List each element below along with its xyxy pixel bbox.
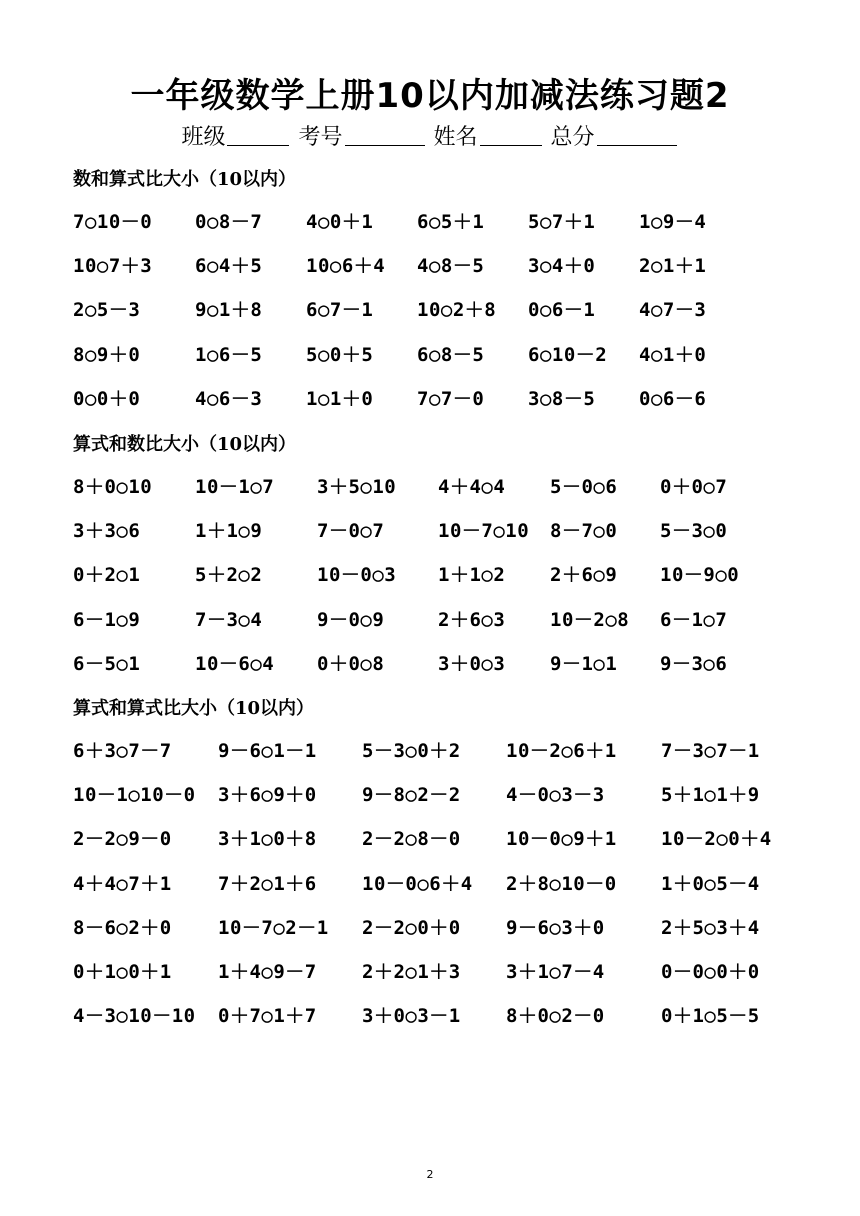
comparison-exercise: 4○8－5 — [417, 255, 485, 277]
name-blank — [480, 125, 542, 146]
comparison-exercise: 10－7○10 — [438, 520, 530, 542]
page-number: 2 — [426, 1168, 434, 1181]
exam-no-label: 考号 — [298, 125, 343, 150]
comparison-exercise: 8＋0○2－0 — [506, 1005, 605, 1027]
comparison-exercise: 7○10－0 — [73, 211, 153, 233]
comparison-exercise: 0○6－6 — [639, 388, 707, 410]
comparison-exercise: 1＋1○9 — [195, 520, 263, 542]
comparison-exercise: 10－9○0 — [660, 564, 740, 586]
comparison-exercise: 5＋1○1＋9 — [661, 784, 760, 806]
comparison-exercise: 6○4＋5 — [195, 255, 263, 277]
comparison-exercise: 8－6○2＋0 — [73, 917, 172, 939]
section-heading: 算式和数比大小（10以内） — [73, 434, 297, 455]
comparison-exercise: 9○1＋8 — [195, 299, 263, 321]
comparison-exercise: 0＋0○8 — [317, 653, 385, 675]
comparison-exercise: 6＋3○7－7 — [73, 740, 172, 762]
student-info-line — [0, 120, 860, 151]
comparison-exercise: 9－6○3＋0 — [506, 917, 605, 939]
comparison-exercise: 3＋5○10 — [317, 476, 397, 498]
page-title: 一年级数学上册10以内加减法练习题2 — [130, 76, 730, 116]
comparison-exercise: 3○4＋0 — [528, 255, 596, 277]
comparison-exercise: 5－3○0＋2 — [362, 740, 461, 762]
comparison-exercise: 10－2○0＋4 — [661, 828, 772, 850]
comparison-exercise: 3＋1○0＋8 — [218, 828, 317, 850]
comparison-exercise: 2－2○9－0 — [73, 828, 172, 850]
comparison-exercise: 10－2○8 — [550, 609, 630, 631]
comparison-exercise: 4○1＋0 — [639, 344, 707, 366]
comparison-exercise: 7－3○4 — [195, 609, 263, 631]
comparison-exercise: 8－7○0 — [550, 520, 618, 542]
comparison-exercise: 3＋6○9＋0 — [218, 784, 317, 806]
comparison-exercise: 10○6＋4 — [306, 255, 386, 277]
comparison-exercise: 0＋7○1＋7 — [218, 1005, 317, 1027]
comparison-exercise: 10－7○2－1 — [218, 917, 329, 939]
comparison-exercise: 4－0○3－3 — [506, 784, 605, 806]
comparison-exercise: 7○7－0 — [417, 388, 485, 410]
comparison-exercise: 10－1○10－0 — [73, 784, 196, 806]
section-heading: 数和算式比大小（10以内） — [73, 169, 297, 190]
comparison-exercise: 7－0○7 — [317, 520, 385, 542]
comparison-exercise: 4＋4○7＋1 — [73, 873, 172, 895]
comparison-exercise: 7＋2○1＋6 — [218, 873, 317, 895]
comparison-exercise: 5－0○6 — [550, 476, 618, 498]
comparison-exercise: 6○5＋1 — [417, 211, 485, 233]
comparison-exercise: 6－1○9 — [73, 609, 141, 631]
comparison-exercise: 4＋4○4 — [438, 476, 506, 498]
comparison-exercise: 9－0○9 — [317, 609, 385, 631]
comparison-exercise: 0○6－1 — [528, 299, 596, 321]
comparison-exercise: 5－3○0 — [660, 520, 728, 542]
comparison-exercise: 6－5○1 — [73, 653, 141, 675]
comparison-exercise: 10－0○9＋1 — [506, 828, 617, 850]
comparison-exercise: 10－2○6＋1 — [506, 740, 617, 762]
comparison-exercise: 7－3○7－1 — [661, 740, 760, 762]
comparison-exercise: 10○2＋8 — [417, 299, 497, 321]
comparison-exercise: 4○6－3 — [195, 388, 263, 410]
comparison-exercise: 9－8○2－2 — [362, 784, 461, 806]
comparison-exercise: 4－3○10－10 — [73, 1005, 196, 1027]
comparison-exercise: 4○0＋1 — [306, 211, 374, 233]
comparison-exercise: 1＋1○2 — [438, 564, 506, 586]
class-blank — [227, 125, 289, 146]
comparison-exercise: 8○9＋0 — [73, 344, 141, 366]
comparison-exercise: 2＋6○9 — [550, 564, 618, 586]
score-blank — [597, 125, 677, 146]
comparison-exercise: 0＋1○0＋1 — [73, 961, 172, 983]
comparison-exercise: 5○7＋1 — [528, 211, 596, 233]
comparison-exercise: 3○8－5 — [528, 388, 596, 410]
comparison-exercise: 10－1○7 — [195, 476, 275, 498]
comparison-exercise: 6○10－2 — [528, 344, 608, 366]
section-heading: 算式和算式比大小（10以内） — [73, 698, 315, 719]
comparison-exercise: 0＋0○7 — [660, 476, 728, 498]
comparison-exercise: 4○7－3 — [639, 299, 707, 321]
comparison-exercise: 1＋0○5－4 — [661, 873, 760, 895]
comparison-exercise: 2＋6○3 — [438, 609, 506, 631]
comparison-exercise: 1○9－4 — [639, 211, 707, 233]
comparison-exercise: 2＋2○1＋3 — [362, 961, 461, 983]
comparison-exercise: 3＋0○3 — [438, 653, 506, 675]
comparison-exercise: 0○0＋0 — [73, 388, 141, 410]
comparison-exercise: 10－0○3 — [317, 564, 397, 586]
comparison-exercise: 0＋2○1 — [73, 564, 141, 586]
comparison-exercise: 2＋8○10－0 — [506, 873, 617, 895]
comparison-exercise: 3＋1○7－4 — [506, 961, 605, 983]
comparison-exercise: 1＋4○9－7 — [218, 961, 317, 983]
comparison-exercise: 2○1＋1 — [639, 255, 707, 277]
comparison-exercise: 6○7－1 — [306, 299, 374, 321]
comparison-exercise: 6○8－5 — [417, 344, 485, 366]
comparison-exercise: 1○6－5 — [195, 344, 263, 366]
comparison-exercise: 9－6○1－1 — [218, 740, 317, 762]
comparison-exercise: 10－0○6＋4 — [362, 873, 473, 895]
comparison-exercise: 8＋0○10 — [73, 476, 153, 498]
comparison-exercise: 6－1○7 — [660, 609, 728, 631]
comparison-exercise: 9－3○6 — [660, 653, 728, 675]
comparison-exercise: 9－1○1 — [550, 653, 618, 675]
name-label: 姓名 — [433, 125, 478, 150]
comparison-exercise: 10－6○4 — [195, 653, 275, 675]
comparison-exercise: 5○0＋5 — [306, 344, 374, 366]
comparison-exercise: 3＋0○3－1 — [362, 1005, 461, 1027]
comparison-exercise: 3＋3○6 — [73, 520, 141, 542]
comparison-exercise: 5＋2○2 — [195, 564, 263, 586]
comparison-exercise: 2＋5○3＋4 — [661, 917, 760, 939]
comparison-exercise: 2－2○0＋0 — [362, 917, 461, 939]
comparison-exercise: 10○7＋3 — [73, 255, 153, 277]
comparison-exercise: 0－0○0＋0 — [661, 961, 760, 983]
comparison-exercise: 2－2○8－0 — [362, 828, 461, 850]
score-label: 总分 — [550, 125, 595, 150]
comparison-exercise: 0＋1○5－5 — [661, 1005, 760, 1027]
comparison-exercise: 0○8－7 — [195, 211, 263, 233]
class-label: 班级 — [181, 125, 226, 150]
exam-no-blank — [345, 125, 425, 146]
comparison-exercise: 2○5－3 — [73, 299, 141, 321]
comparison-exercise: 1○1＋0 — [306, 388, 374, 410]
